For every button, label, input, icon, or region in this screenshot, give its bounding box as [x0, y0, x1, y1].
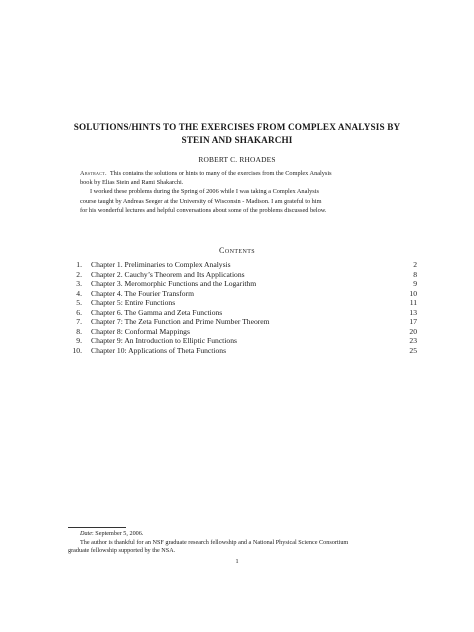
- footnote-date: [68, 530, 417, 539]
- abstract-para-1: [80, 169, 397, 187]
- toc-entry-number: 10.: [72, 345, 82, 355]
- abstract-para2-line-2: course taught by Andreas Seeger at the University of Wisconsin - Madison. I am grateful to him: [80, 197, 322, 205]
- abstract-line-2: book by Elias Stein and Rami Shakarchi.: [80, 179, 184, 187]
- toc-entry[interactable]: [68, 317, 417, 327]
- toc-entry[interactable]: [68, 346, 417, 356]
- toc-entry-page: 13: [409, 307, 417, 317]
- toc-entry-title: Chapter 10: Applications of Theta Functions: [91, 345, 227, 355]
- toc-entry-page: 25: [409, 345, 417, 355]
- toc-entry[interactable]: [68, 289, 417, 299]
- toc-entry-number: 1.: [76, 260, 82, 269]
- toc-entry-number: 6.: [76, 307, 82, 317]
- toc-entry-title: Chapter 5: Entire Functions: [91, 298, 176, 308]
- toc-entry[interactable]: [68, 336, 417, 346]
- toc-entry-number: 2.: [76, 269, 82, 279]
- toc-entry-number: 7.: [76, 317, 82, 327]
- toc-entry-page: 8: [413, 269, 417, 279]
- toc-entry-number: 5.: [76, 298, 82, 308]
- toc-entry[interactable]: [68, 279, 417, 289]
- toc-entry-page: 2: [413, 260, 417, 269]
- toc-entry-number: 3.: [76, 279, 82, 289]
- title-line-2: STEIN AND SHAKARCHI: [181, 135, 293, 145]
- toc-entry[interactable]: [68, 308, 417, 318]
- toc-entry-title: Chapter 7: The Zeta Function and Prime Number Theorem: [91, 317, 270, 327]
- toc-entry-page: 23: [409, 336, 417, 346]
- title-line-1: SOLUTIONS/HINTS TO THE EXERCISES FROM COMPLEX ANALYSIS BY: [73, 122, 401, 132]
- abstract-label: Abstract.: [80, 170, 107, 177]
- toc-entry-page: 10: [409, 288, 417, 298]
- paper-title: [0, 121, 474, 147]
- toc-entry-page: 11: [409, 298, 417, 308]
- toc-entry-title: Chapter 3. Meromorphic Functions and the Logarithm: [91, 279, 257, 289]
- toc-entry[interactable]: [68, 298, 417, 308]
- toc-entry-title: Chapter 6. The Gamma and Zeta Functions: [91, 307, 223, 317]
- abstract-para2-line-1: I worked these problems during the Spring of 2006 while I was taking a Complex Analysis: [90, 188, 319, 196]
- toc-entry-page: 17: [409, 317, 417, 327]
- toc-entry-title: Chapter 1. Preliminaries to Complex Analysis: [91, 260, 231, 269]
- toc-entry-title: Chapter 2. Cauchy’s Theorem and Its Applications: [91, 269, 245, 279]
- footnote: [68, 530, 417, 556]
- toc-entry-title: Chapter 9: An Introduction to Elliptic Functions: [91, 336, 237, 346]
- toc-entry-title: Chapter 8: Conformal Mappings: [91, 326, 190, 336]
- abstract-line-1: This contains the solutions or hints to many of the exercises from the Complex Analysis: [109, 170, 332, 177]
- toc-entry[interactable]: [68, 327, 417, 337]
- toc-entry[interactable]: [68, 260, 417, 270]
- abstract-para-2: [80, 187, 397, 215]
- footnote-line-1: The author is thankful for an NSF graduate research fellowship and a National Physical Science Consortium: [80, 538, 349, 546]
- footnote-line-2: graduate fellowship supported by the NSA.: [68, 547, 176, 555]
- footnote-rule: [68, 527, 126, 528]
- footnote-date-label: Date: [80, 530, 93, 537]
- author-name: ROBERT C. RHOADES: [198, 155, 276, 164]
- footnote-date-value: : September 5, 2006.: [92, 530, 144, 537]
- abstract: [80, 169, 397, 215]
- toc-entry-title: Chapter 4. The Fourier Transform: [91, 288, 194, 298]
- contents-heading: Contents: [219, 246, 255, 255]
- toc-entry-page: 20: [409, 326, 417, 336]
- toc-entry[interactable]: [68, 270, 417, 280]
- abstract-para2-line-3: for his wonderful lectures and helpful conversations about some of the problems discussed below.: [80, 206, 327, 214]
- page-number: 1: [235, 558, 239, 565]
- toc-entry-page: 9: [413, 279, 417, 289]
- toc-entry-number: 9.: [76, 336, 82, 346]
- toc-entry-number: 4.: [76, 288, 82, 298]
- toc-entry-number: 8.: [76, 326, 82, 336]
- table-of-contents: [68, 260, 417, 355]
